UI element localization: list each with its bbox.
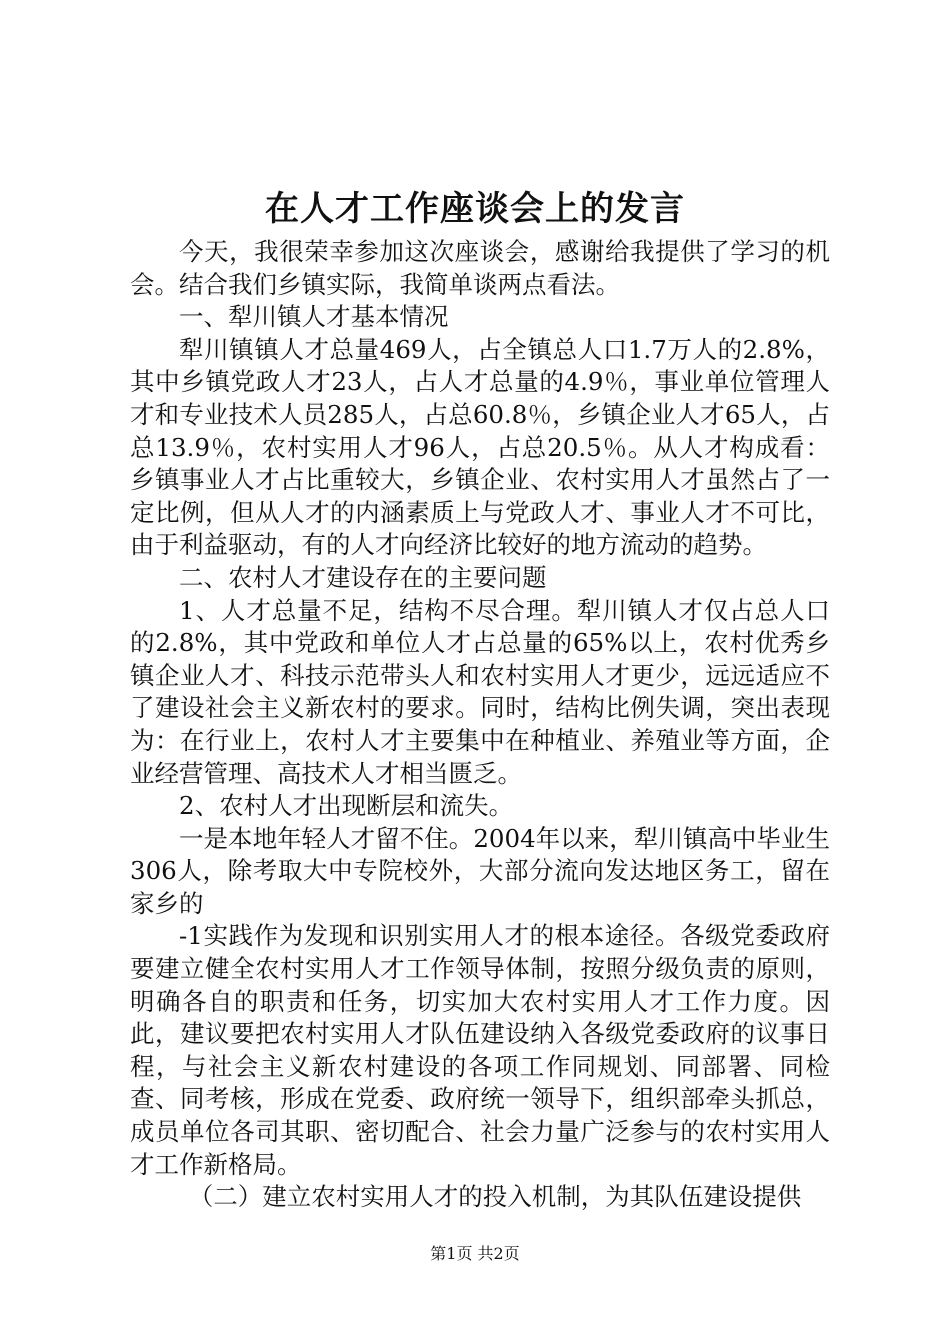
paragraph-intro: 今天，我很荣幸参加这次座谈会，感谢给我提供了学习的机会。结合我们乡镇实际，我简单谈两点看法。 — [130, 237, 830, 299]
paragraph-practice: -1实践作为发现和识别实用人才的根本途径。各级党委政府要建立健全农村实用人才工作领导体制，按照分级负责的原则，明确各自的职责和任务，切实加大农村实用人才工作力度。因此，建议要把农村实用人才队伍建设纳入各级党委政府的议事日程，与社会主义新农村建设的各项工作同规划、同部署、同检查、同考核，形成在党委、政府统一领导下，组织部牵头抓总，成员单位各司其职、密切配合、社会力量广泛参与的农村实用人才工作新格局。 — [130, 921, 830, 1179]
paragraph-basic-situation: 犁川镇镇人才总量469人，占全镇总人口1.7万人的2.8%，其中乡镇党政人才23人，占人才总量的4.9％，事业单位管理人才和专业技术人员285人，占总60.8％，乡镇企业人才65人，占总13.9％，农村实用人才96人，占总20.5％。从人才构成看：乡镇事业人才占比重较大，乡镇企业、农村实用人才虽然占了一定比例，但从人才的内涵素质上与党政人才、事业人才不可比，由于利益驱动，有的人才向经济比较好的地方流动的趋势。 — [130, 334, 830, 560]
paragraph-problem-1: 1、人才总量不足，结构不尽合理。犁川镇人才仅占总人口的2.8%，其中党政和单位人才占总量的65%以上，农村优秀乡镇企业人才、科技示范带头人和农村实用人才更少，远远适应不了建设社会主义新农村的要求。同时，结构比例失调，突出表现为：在行业上，农村人才主要集中在种植业、养殖业等方面，企业经营管理、高技术人才相当匮乏。 — [130, 595, 830, 788]
section-heading-2: 二、农村人才建设存在的主要问题 — [179, 562, 547, 592]
paragraph-problem-2-detail: 一是本地年轻人才留不住。2004年以来，犁川镇高中毕业生306人，除考取大中专院校外，大部分流向发达地区务工，留在家乡的 — [130, 823, 830, 918]
document-title: 在人才工作座谈会上的发言 — [265, 189, 685, 229]
page-footer: 第1页 共2页 — [430, 1244, 520, 1263]
paragraph-investment: （二）建立农村实用人才的投入机制，为其队伍建设提供 — [188, 1182, 802, 1212]
section-heading-1: 一、犁川镇人才基本情况 — [179, 302, 449, 332]
document-body — [130, 236, 830, 1214]
paragraph-problem-2-heading: 2、农村人才出现断层和流失。 — [179, 791, 514, 821]
